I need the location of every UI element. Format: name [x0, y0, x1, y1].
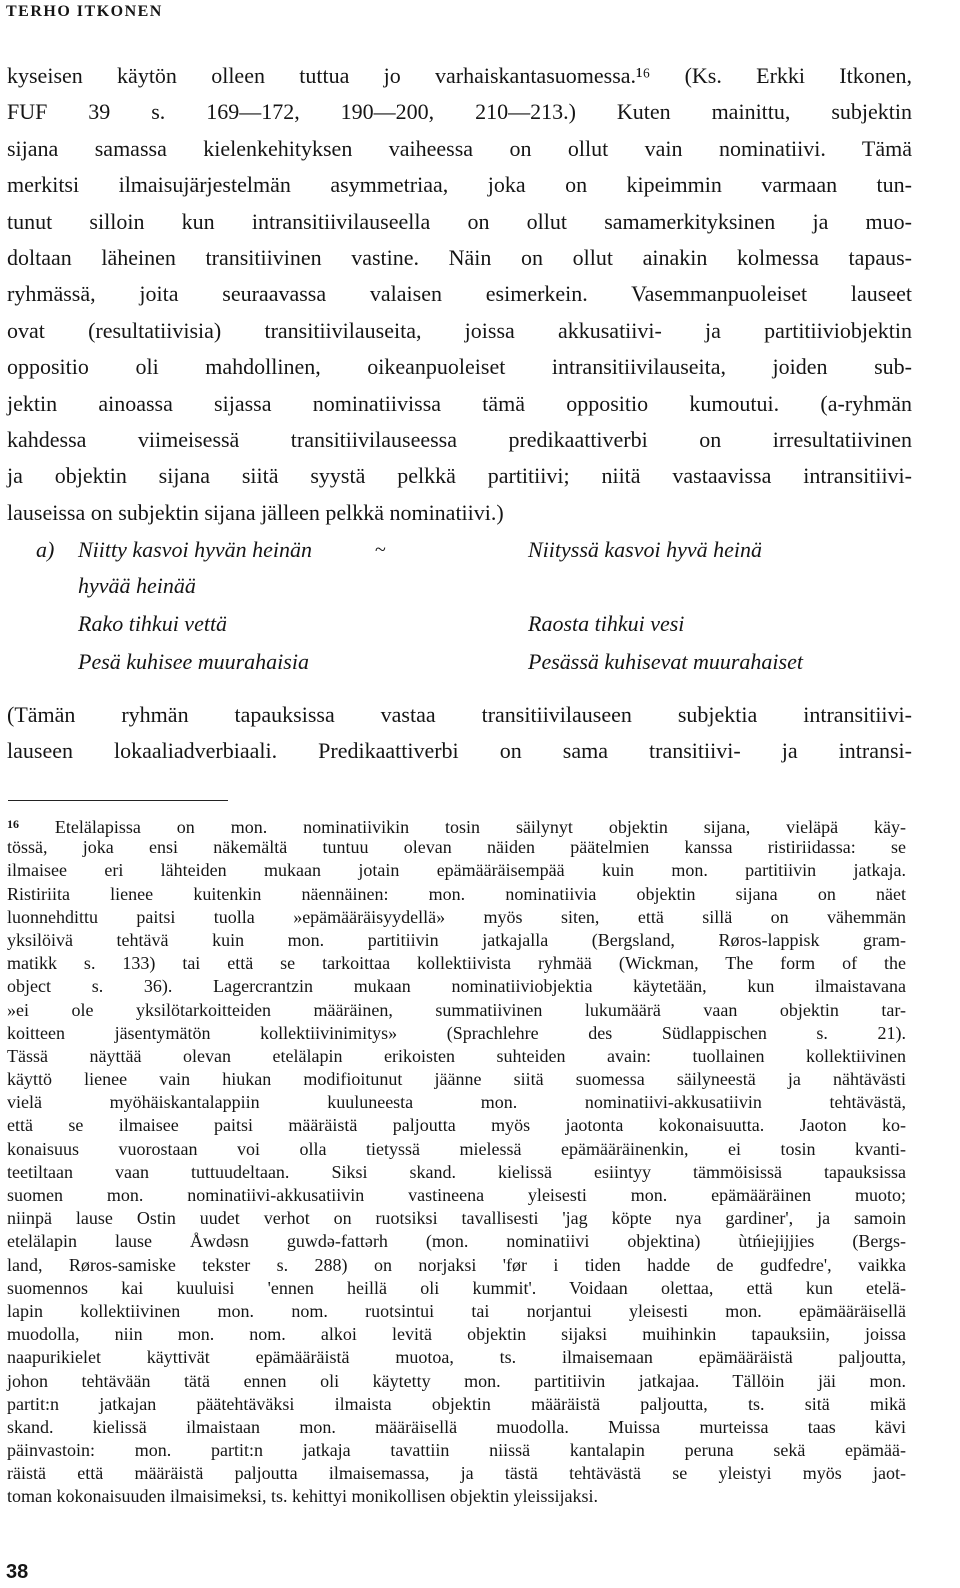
footnote-line: Ristiriita lienee kuitenkin näennäinen: mon. nominatiivia objektin sijana on näet: [7, 883, 906, 904]
footnote-line: konaisuus vuorostaan voi olla tietyssä mielessä epämääräinenkin, ei tosin kvanti-: [7, 1138, 906, 1159]
text-line: lauseen lokaaliadverbiaali. Predikaattiverbi on sama transitiivi- ja intransi-: [7, 738, 912, 764]
text-line: kahdessa viimeisessä transitiivilauseessa predikaattiverbi on irresultatiivinen: [7, 426, 912, 452]
text-line: jektin ainoassa sijassa nominatiivissa tämä oppositio kumoutui. (a-ryhmän: [7, 390, 912, 416]
footnote-line: suomennos kai kuuluisi 'ennen heillä oli kummit'. Voidaan olettaa, että kun etelä-: [7, 1277, 906, 1298]
text-line: ryhmässä, joita seuraavassa valaisen esimerkein. Vasemmanpuoleiset lauseet: [7, 281, 912, 307]
footnote-line: koitteen jäsentymätön kollektiivinimitys» (Sprachlehre des Südlappischen s. 21).: [7, 1022, 906, 1043]
footnote: [7, 813, 906, 1509]
text-line: ja objektin sijana siitä syystä pelkkä partitiivi; niitä vastaavissa intransitiivi-: [7, 463, 912, 489]
footnote-line: naapurikielet käyttivät epämääräistä muotoa, ts. ilmaisemaan epämääräistä paljoutta,: [7, 1347, 906, 1368]
example-row: [0, 604, 960, 644]
footnote-line: toman kokonaisuuden ilmaisimeksi, ts. kehittyi monikollisen objektin yleissijaksi.: [7, 1486, 598, 1507]
example-transitive: Pesä kuhisee muurahaisia: [78, 649, 309, 674]
example-intransitive: Pesässä kuhisevat muurahaiset: [528, 649, 803, 674]
example-transitive: Rako tihkui vettä: [78, 611, 228, 636]
text-line: ovat (resultatiivisia) transitiivilauseita, joissa akkusatiivi- ja partitiiviobjektin: [7, 317, 912, 343]
footnote-line: tössä, joka ensi näkemältä tuntuu olevan näiden päätelmien kanssa ristiriidassa: se: [7, 837, 906, 858]
text-line: FUF 39 s. 169—172, 190—200, 210—213.) Kuten mainittu, subjektin: [7, 99, 912, 125]
footnote-line: object s. 36). Lagercrantzin mukaan nominatiiviobjektia käytetään, kun ilmaistavana: [7, 976, 906, 997]
text-line: kyseisen käytön olleen tuttua jo varhaiskantasuomessa.¹⁶ (Ks. Erkki Itkonen,: [7, 63, 912, 88]
footnote-line: ilmaisee eri lähteiden mukaan jotain epämääräisempää kuin mon. partitiivin jatkaja.: [7, 860, 906, 881]
continuation-paragraph: [7, 697, 912, 770]
footnote-line: että se ilmaisee paitsi määräistä paljoutta myös jaotonta kokonaisuutta. Jaoton ko-: [7, 1115, 906, 1136]
footnote-line: Tässä näyttää olevan etelälapin erikoisten suhteiden avain: tuollainen kollektiivinen: [7, 1045, 906, 1066]
footnote-line: matikk s. 133) tai että se tarkoittaa kollektiivista ryhmää (Wickman, The form of the: [7, 953, 906, 974]
footnote-line: muodolla, niin mon. nom. alkoi levitä objektin sijaksi muihinkin tapauksiin, joissa: [7, 1324, 906, 1345]
footnote-text: Etelälapissa on mon. nominatiivikin tosin säilynyt objektin sijana, vieläpä käy-: [54, 817, 907, 837]
footnote-line: niinpä lause Ostin uudet verhot on ruotsiksi tavallisesti 'jag köpte nya gardiner', ja samoin: [7, 1208, 906, 1229]
footnote-line: »ei ole yksilötarkoitteiden määräinen, summatiivinen lukumäärä vaan objektin tar-: [7, 999, 906, 1020]
footnote-line: johon tehtävään tätä ennen oli käytetty mon. partitiivin jatkajaa. Tällöin jäi mon.: [7, 1370, 906, 1391]
footnote-line: [7, 813, 906, 836]
footnote-line: vielä myöhäiskantalappiin kuuluneesta mon. nominatiivi-akkusatiivin tehtävästä,: [7, 1092, 906, 1113]
running-head: TERHO ITKONEN: [6, 3, 163, 20]
text-line: sijana samassa kielenkehityksen vaiheessa on ollut vain nominatiivi. Tämä: [7, 135, 912, 161]
main-paragraph: [7, 58, 912, 531]
footnote-line: käyttö lienee vain hiukan modifioitunut jäänne siitä suomessa säilyneestä ja nähtävästi: [7, 1069, 906, 1090]
example-marker: a): [36, 537, 55, 562]
text-line: tunut silloin kun intransitiivilauseella on ollut samamerkityksinen ja muo-: [7, 208, 912, 234]
footnote-rule: [8, 800, 228, 801]
footnote-line: suomen mon. nominatiivi-akkusatiivin vastineena yleisesti mon. epämääräinen muoto;: [7, 1185, 906, 1205]
example-transitive: hyvää heinää: [78, 573, 196, 598]
footnote-line: skand. kielissä ilmaistaan mon. määräisellä muodolla. Muissa murteissa taas kävi: [7, 1416, 906, 1437]
footnote-line: teetiltaan vaan tuttuudeltaan. Siksi skand. kielissä esiintyy tämmöisissä tapauksissa: [7, 1161, 906, 1182]
example-intransitive: Niityssä kasvoi hyvä heinä: [528, 537, 763, 562]
example-transitive: Niitty kasvoi hyvän heinän: [78, 537, 312, 562]
example-row: [0, 642, 960, 682]
footnote-line: päinvastoin: mon. partit:n jatkaja tavattiin niissä kantalapin peruna sekä epämää-: [7, 1440, 906, 1461]
tilde-symbol: ~: [375, 539, 386, 561]
text-line: (Tämän ryhmän tapauksissa vastaa transitiivilauseen subjektia intransitiivi-: [7, 702, 912, 727]
example-intransitive: Raosta tihkui vesi: [528, 611, 685, 636]
footnote-number: 16: [7, 817, 19, 831]
text-line: lauseissa on subjektin sijana jälleen pelkkä nominatiivi.): [7, 499, 504, 525]
footnote-line: lapin kollektiivinen mon. nom. ruotsintui tai norjantui yleisesti mon. epämääräisellä: [7, 1300, 906, 1321]
footnote-line: etelälapin lause Åwdəsn guwdə-fattərh (mon. nominatiivi objektina) ùtńiejijjies (Bergs-: [7, 1231, 906, 1252]
text-line: merkitsi ilmaisujärjestelmän asymmetriaa, joka on kipeimmin varmaan tun-: [7, 172, 912, 198]
text-line: doltaan läheinen transitiivinen vastine. Näin on ollut ainakin kolmessa tapaus-: [7, 244, 912, 270]
footnote-line: luonnehdittu paitsi tuolla »epämääräisyydellä» myös siten, että sillä on vähemmän: [7, 906, 906, 927]
example-row: [0, 566, 960, 606]
footnote-line: räistä että määräistä paljoutta ilmaisemassa, ja tästä tehtävästä se yleistyi myös jaot-: [7, 1463, 906, 1484]
footnote-line: partit:n jatkajan päätehtäväksi ilmaista objektin määräistä paljoutta, ts. sitä mikä: [7, 1393, 906, 1414]
footnote-line: land, Røros-samiske tekster s. 288) on norjaksi 'før i tiden hadde de gudfedre', vaikka: [7, 1254, 906, 1275]
page-number: 38: [6, 1561, 29, 1583]
footnote-line: yksilöivä tehtävä kuin mon. partitiivin jatkajalla (Bergsland, Røros-lappisk gram-: [7, 929, 906, 950]
example-row: [0, 530, 960, 570]
text-line: oppositio oli mahdollinen, oikeanpuoleiset intransitiivilauseita, joiden sub-: [7, 354, 912, 380]
